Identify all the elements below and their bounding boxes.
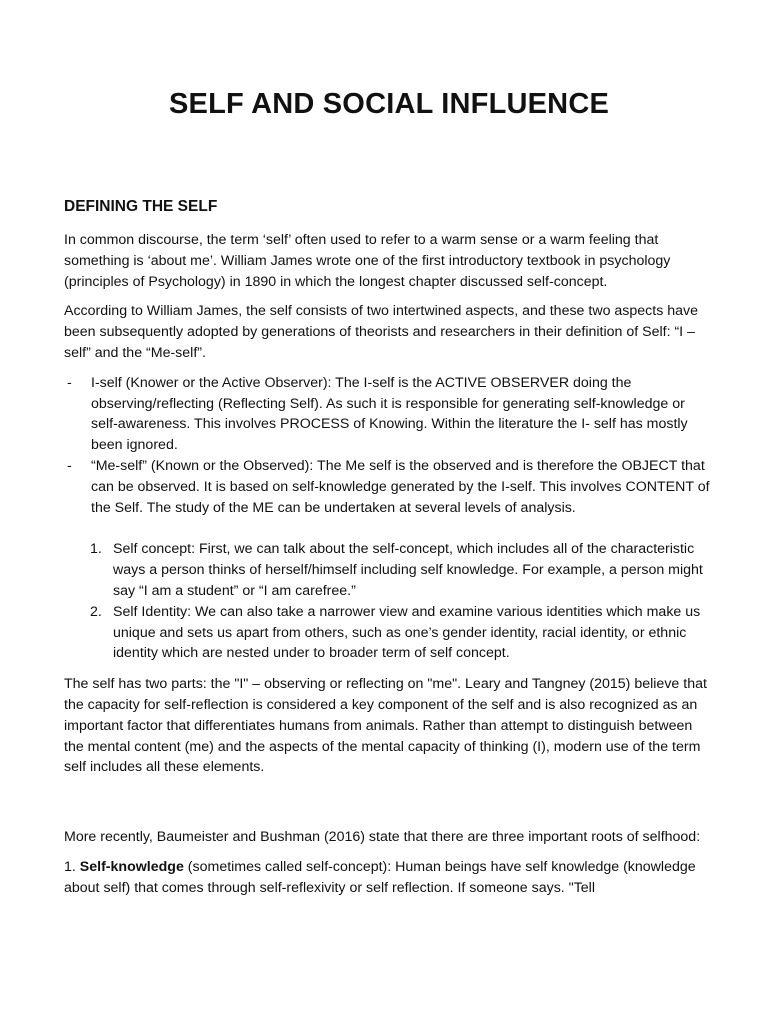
paragraph-self-knowledge	[64, 857, 714, 899]
list-item-text: “Me-self” (Known or the Observed): The Me self is the observed and is therefore the OBJECT that can be observed. It is based on self-knowledge generated by the I-self. This involves CONTENT of the Self. The study of the ME can be undertaken at several levels of analysis.	[91, 457, 710, 516]
list-item-me-self	[64, 456, 714, 518]
paragraph-intro: In common discourse, the term ‘self’ often used to refer to a warm sense or a warm feeling that something is ‘about me’. William James wrote one of the first introductory textbook in psychology (principles of Psychology) in 1890 in which the longest chapter discussed self-concept.	[64, 232, 671, 290]
section-heading: DEFINING THE SELF	[64, 198, 218, 215]
list-item-text: Self Identity: We can also take a narrower view and examine various identities which make us unique and sets us apart from others, such as one’s gender identity, racial identity, or ethnic identity which are nested under to broader term of self concept.	[113, 603, 701, 662]
list-item-text: Self concept: First, we can talk about the self-concept, which includes all of the characteristic ways a person thinks of herself/himself including self knowledge. For example, a person might say “I am a student” or “I am carefree.”	[113, 541, 703, 599]
paragraph-william-james: According to William James, the self consists of two intertwined aspects, and these two aspects have been subsequently adopted by generations of theorists and researchers in their definition of Self: “I – self” and the “Me-self”.	[64, 303, 699, 361]
paragraph-roots-of-selfhood: More recently, Baumeister and Bushman (2016) state that there are three important roots of selfhood:	[64, 829, 701, 846]
self-knowledge-definition: (sometimes called self-concept): Human beings have self knowledge (knowledge about self) that comes through self-reflexivity or self reflection. If someone says. "Tell	[64, 858, 696, 896]
paragraph-two-parts: The self has two parts: the "I" – observing or reflecting on "me". Leary and Tangney (2015) believe that the capacity for self-reflection is considered a key component of the self and is also recognized as an important factor that differentiates humans from animals. Rather than attempt to distinguish between the mental content (me) and the aspects of the mental capacity of thinking (I), modern use of the term self includes all these elements.	[64, 676, 707, 776]
list-item-text: I-self (Knower or the Active Observer): The I-self is the ACTIVE OBSERVER doing the observing/reflecting (Reflecting Self). As such it is responsible for generating self-knowledge or self-awareness. This involves PROCESS of Knowing. Within the literature the I- self has mostly been ignored.	[91, 374, 688, 454]
self-aspects-list	[64, 373, 714, 519]
document-body	[64, 196, 714, 908]
list-number-marker: 2.	[90, 603, 102, 620]
list-item-self-concept	[64, 539, 714, 601]
paragraph-spacer	[64, 787, 714, 827]
list-dash-marker: -	[67, 374, 72, 391]
list-item-i-self	[64, 373, 714, 456]
list-dash-marker: -	[67, 457, 72, 474]
self-knowledge-term: Self-knowledge	[79, 858, 184, 875]
me-analysis-levels-list	[64, 539, 714, 664]
document-title: SELF AND SOCIAL INFLUENCE	[168, 88, 609, 120]
list-number-marker: 1.	[90, 541, 102, 558]
list-item-self-identity	[64, 602, 714, 664]
item-number: 1.	[64, 858, 80, 875]
